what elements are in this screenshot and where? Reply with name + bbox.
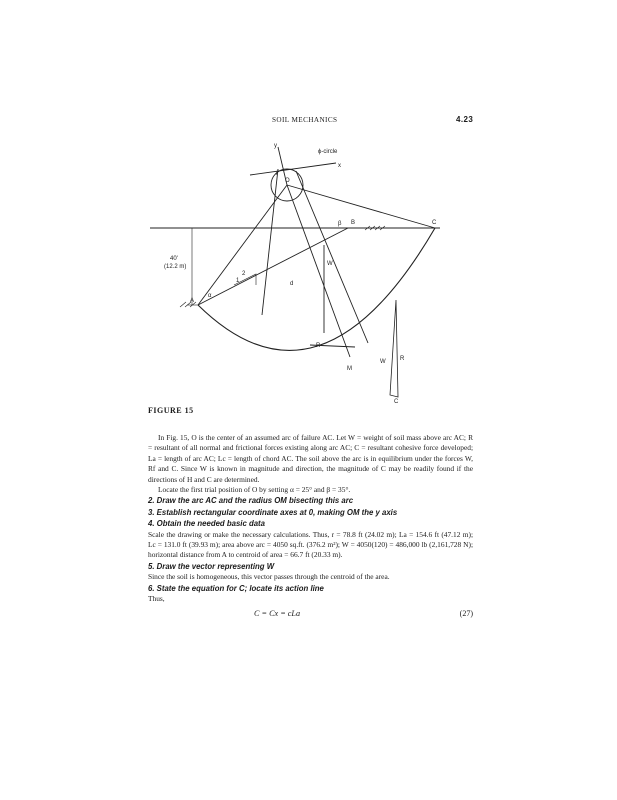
svg-text:1: 1 bbox=[236, 278, 240, 284]
svg-text:(12.2 m): (12.2 m) bbox=[164, 264, 187, 270]
equation-number: (27) bbox=[459, 608, 473, 618]
svg-text:β: β bbox=[338, 221, 342, 227]
step-text: Since the soil is homogeneous, this vector passes through the centroid of the area. bbox=[148, 572, 390, 582]
step-heading: 2. Draw the arc AC and the radius OM bisecting this arc bbox=[148, 496, 354, 506]
equation-row bbox=[148, 609, 473, 623]
svg-text:A: A bbox=[190, 298, 195, 304]
svg-text:x: x bbox=[338, 163, 341, 169]
step-heading: 5. Draw the vector representing W bbox=[148, 561, 275, 571]
slope-stability-figure bbox=[150, 135, 470, 405]
force-polygon bbox=[390, 300, 398, 397]
svg-text:M: M bbox=[347, 366, 352, 372]
svg-text:W: W bbox=[327, 261, 333, 267]
radius-om bbox=[287, 185, 350, 357]
svg-text:d: d bbox=[290, 281, 294, 287]
svg-text:2: 2 bbox=[242, 271, 246, 277]
figure-caption: FIGURE 15 bbox=[148, 406, 194, 415]
svg-text:C: C bbox=[394, 399, 399, 405]
intro-paragraph-2: Locate the first trial position of O by setting α = 25° and β = 35°. bbox=[158, 485, 351, 495]
step-heading: 3. Establish rectangular coordinate axes at 0, making OM the y axis bbox=[148, 507, 398, 517]
svg-text:r': r' bbox=[276, 171, 280, 177]
svg-text:R: R bbox=[400, 356, 405, 362]
step-heading: 6. State the equation for C; locate its action line bbox=[148, 583, 324, 593]
svg-text:40': 40' bbox=[170, 256, 178, 262]
x-axis bbox=[250, 163, 336, 175]
svg-text:α: α bbox=[208, 293, 212, 299]
failure-arc bbox=[198, 228, 435, 350]
svg-text:B: B bbox=[351, 220, 356, 226]
svg-text:C: C bbox=[432, 220, 437, 226]
svg-text:y: y bbox=[274, 143, 277, 149]
svg-text:R: R bbox=[316, 343, 321, 349]
running-header: SOIL MECHANICS bbox=[272, 116, 338, 124]
step-text: Scale the drawing or make the necessary calculations. Thus, r = 78.8 ft (24.02 m); La = 154.6 ft (47.12 m); Lc = 131.0 ft (39.93 m); area above arc = 4050 sq.ft. (376.2 m²); W = 4050(120) = 486,000 lb (2,161,728 N); horizontal distance from A to centroid of area = 66.7 ft (20.33 m). bbox=[148, 529, 473, 560]
equation: C = Cx = cLa bbox=[254, 608, 301, 618]
svg-text:W: W bbox=[380, 359, 386, 365]
label-phi-circle: ϕ-circle bbox=[318, 149, 338, 155]
svg-text:O: O bbox=[285, 178, 290, 184]
step-heading: 4. Obtain the needed basic data bbox=[148, 519, 265, 529]
body-text bbox=[148, 433, 473, 623]
step-text: Thus, bbox=[148, 594, 165, 604]
slope-face bbox=[198, 228, 348, 305]
intro-paragraph: In Fig. 15, O is the center of an assumed arc of failure AC. Let W = weight of soil mass above arc AC; R = resultant of all normal and frictional forces existing along arc AC; C = resultant cohesive force developed; La = length of arc AC; Lc = length of chord AC. The soil above the arc is in equilibrium under the forces W, Rf and C. Since W is known in magnitude and direction, the magnitude of C may be readily found if the directions of H and C are determined. bbox=[148, 433, 473, 484]
page-number: 4.23 bbox=[456, 115, 474, 124]
